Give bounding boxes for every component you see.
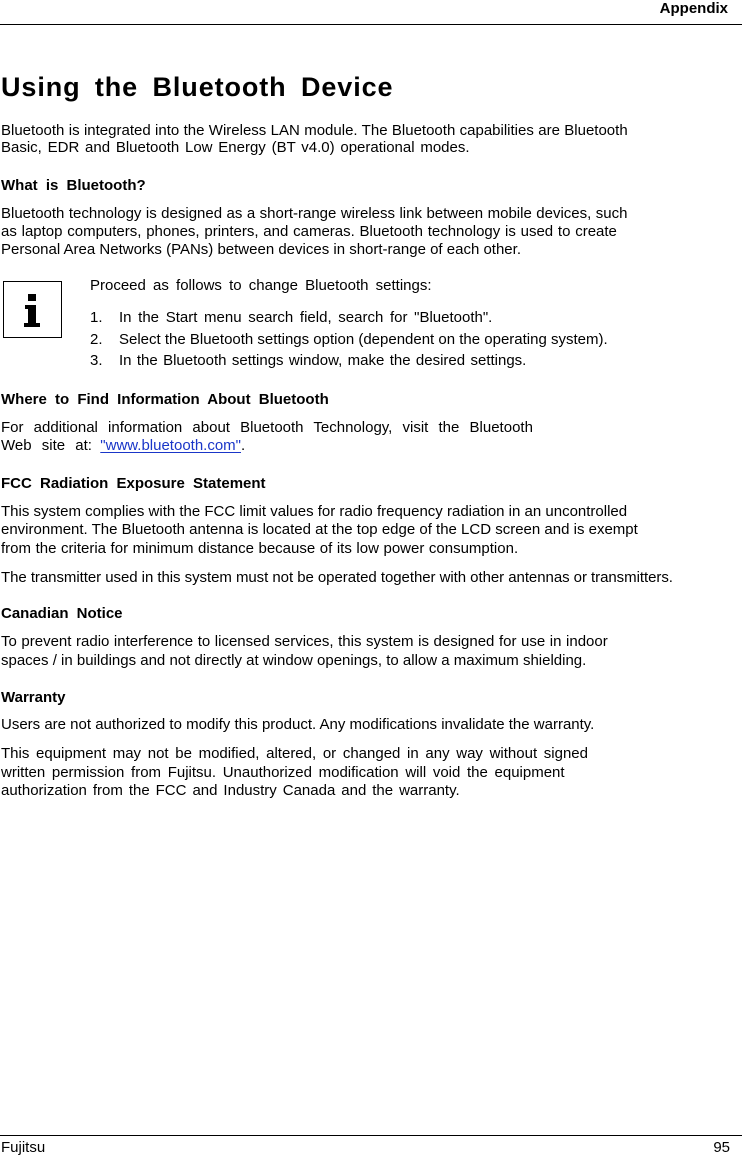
what-is-line-2: as laptop computers, phones, printers, and cameras. Bluetooth technology is used to create (1, 223, 617, 240)
info-glyph (4, 282, 60, 336)
footer-divider (0, 1135, 742, 1136)
page-title: Using the Bluetooth Device (1, 72, 394, 102)
fcc-line-1: This system complies with the FCC limit values for radio frequency radiation in an uncontrolled (1, 503, 628, 520)
canadian-line-1: To prevent radio interference to licensed services, this system is designed for use in indoor (1, 633, 608, 650)
step-number: 3. (90, 352, 103, 369)
step-text: Select the Bluetooth settings option (dependent on the operating system). (119, 331, 608, 348)
where-line-2 (1, 436, 245, 456)
step-text: In the Start menu search field, search for "Bluetooth". (119, 309, 493, 326)
canadian-heading: Canadian Notice (1, 605, 123, 622)
info-intro: Proceed as follows to change Bluetooth settings: (90, 277, 432, 294)
what-is-line-1: Bluetooth technology is designed as a short-range wireless link between mobile devices, such (1, 205, 628, 222)
warranty-line-3: written permission from Fujitsu. Unauthorized modification will void the equipment (1, 764, 565, 781)
fcc-line-4: The transmitter used in this system must not be operated together with other antennas or transmitters. (1, 569, 673, 586)
step-number: 1. (90, 309, 103, 326)
step-number: 2. (90, 331, 103, 348)
header-divider (0, 24, 742, 25)
where-line-1: For additional information about Bluetooth Technology, visit the Bluetooth (1, 419, 533, 436)
fcc-line-2: environment. The Bluetooth antenna is located at the top edge of the LCD screen and is exempt (1, 521, 638, 538)
fcc-line-3: from the criteria for minimum distance because of its low power consumption. (1, 540, 519, 557)
warranty-line-2: This equipment may not be modified, altered, or changed in any way without signed (1, 745, 588, 762)
warranty-heading: Warranty (1, 689, 66, 706)
info-icon (3, 281, 62, 338)
warranty-line-1: Users are not authorized to modify this product. Any modifications invalidate the warranty. (1, 716, 595, 733)
intro-line-2: Basic, EDR and Bluetooth Low Energy (BT v4.0) operational modes. (1, 139, 470, 156)
canadian-line-2: spaces / in buildings and not directly at window openings, to allow a maximum shielding. (1, 652, 587, 669)
bluetooth-website-link[interactable]: "www.bluetooth.com" (100, 437, 241, 454)
warranty-line-4: authorization from the FCC and Industry Canada and the warranty. (1, 782, 460, 799)
page-number: 95 (713, 1139, 730, 1156)
where-heading: Where to Find Information About Bluetooth (1, 391, 329, 408)
intro-line-1: Bluetooth is integrated into the Wireless LAN module. The Bluetooth capabilities are Bluetooth (1, 122, 628, 139)
what-is-line-3: Personal Area Networks (PANs) between devices in short-range of each other. (1, 241, 521, 258)
info-step-1 (90, 308, 492, 328)
footer-company: Fujitsu (1, 1139, 46, 1156)
fcc-heading: FCC Radiation Exposure Statement (1, 475, 266, 492)
info-step-2 (90, 330, 608, 350)
what-is-heading: What is Bluetooth? (1, 177, 146, 194)
step-text: In the Bluetooth settings window, make the desired settings. (119, 352, 527, 369)
where-line-2-prefix: Web site at: (1, 437, 92, 454)
where-line-2-suffix: . (241, 437, 246, 454)
info-step-3 (90, 351, 526, 371)
section-label: Appendix (659, 0, 728, 17)
